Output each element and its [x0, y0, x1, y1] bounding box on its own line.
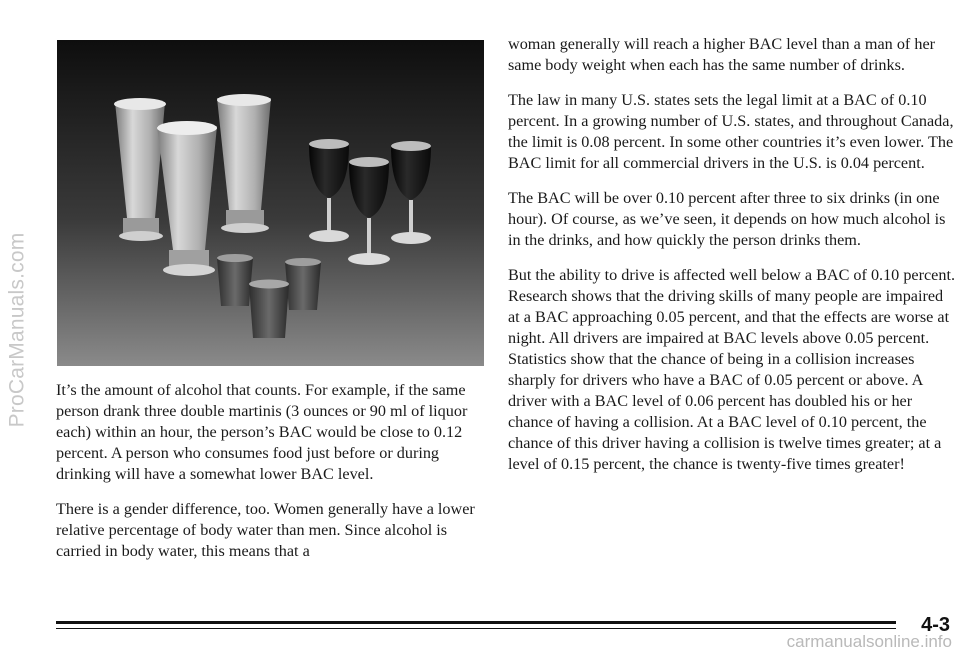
- paragraph: There is a gender difference, too. Women generally have a lower relative percentage of body water than men. Since alcohol is carried in body water, this means that a: [56, 500, 475, 560]
- left-text-column: [56, 380, 488, 576]
- paragraph: woman generally will reach a higher BAC level than a man of her same body weight when each has the same number of drinks.: [508, 35, 936, 74]
- footer-rule: [56, 621, 896, 624]
- footer-rule-thin: [56, 628, 896, 629]
- right-text-column: [508, 34, 956, 489]
- page-number: 4-3: [921, 614, 950, 636]
- shot-glass-front: [249, 280, 289, 339]
- drinks-illustration: [57, 40, 484, 366]
- paragraph: The law in many U.S. states sets the legal limit at a BAC of 0.10 percent. In a growing number of U.S. states, and throughout Canada, the limit is 0.08 percent. In some other countries it’s even lower. The BAC limit for all commercial drivers in the U.S. is 0.04 percent.: [508, 91, 954, 172]
- paragraph: But the ability to drive is affected well below a BAC of 0.10 percent. Research shows that the driving skills of many people are impaired at a BAC approaching 0.05 percent, and that the effects are worse at night. All drivers are impaired at BAC levels above 0.05 percent. Statistics show that the chance of being in a collision increases sharply for drivers who have a BAC of 0.05 percent or above. A driver with a BAC level of 0.06 percent has doubled his or her chance of having a collision. At a BAC level of 0.10 percent, the chance of this driver having a collision is twelve times greater; at a level of 0.15 percent, the chance is twenty-five times greater!: [508, 266, 955, 473]
- shot-glass-right: [285, 258, 321, 310]
- paragraph: The BAC will be over 0.10 percent after three to six drinks (in one hour). Of course, as we’ve seen, it depends on how much alcohol is in the drinks, and how quickly the person drinks them.: [508, 189, 946, 249]
- side-watermark: [4, 120, 30, 540]
- shot-glass-left: [217, 254, 253, 306]
- side-watermark-text: ProCarManuals.com: [5, 232, 28, 428]
- alcoholic-drinks-photo: [57, 40, 484, 366]
- paragraph: It’s the amount of alcohol that counts. For example, if the same person drank three double martinis (3 ounces or 90 ml of liquor each) within an hour, the person’s BAC would be close to 0.12 percent. A person who consumes food just before or during drinking will have a somewhat lower BAC level.: [56, 381, 468, 483]
- bottom-watermark: carmanualsonline.info: [786, 632, 952, 651]
